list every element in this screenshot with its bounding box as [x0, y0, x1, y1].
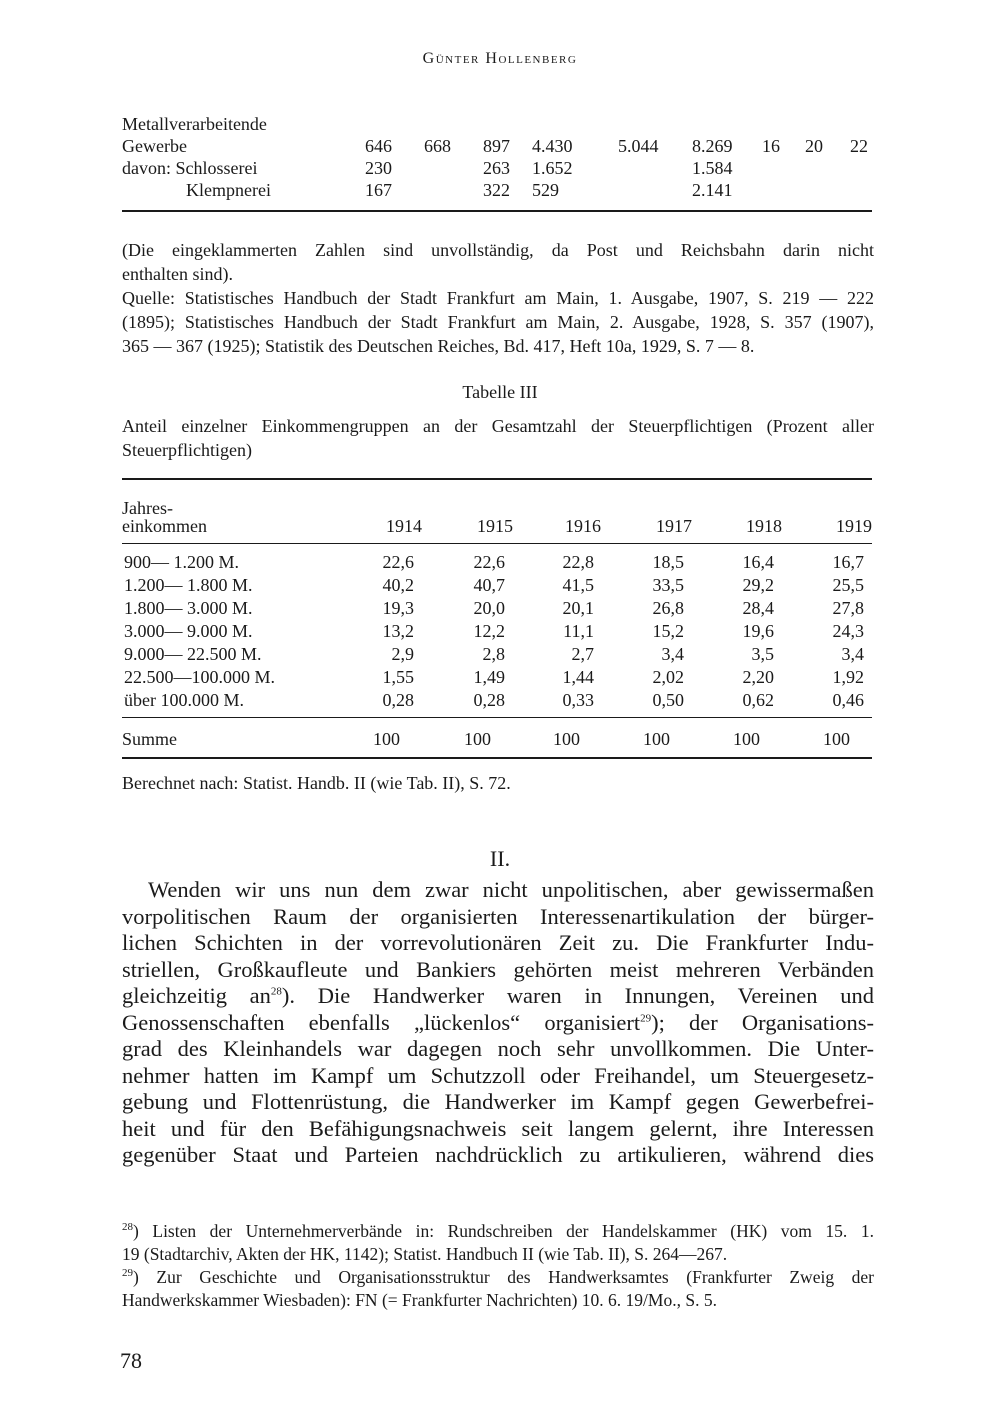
- table-row: [122, 689, 882, 712]
- header-label: einkommen: [122, 516, 207, 536]
- table-rule: [122, 757, 872, 759]
- table-row: [122, 574, 882, 597]
- cell: 29,2: [742, 575, 774, 595]
- table-rule: [122, 478, 872, 480]
- cell: 13,2: [382, 621, 414, 641]
- row-label: Klempnerei: [186, 180, 271, 200]
- cell: 22,6: [473, 552, 505, 572]
- note-line: enthalten sind).: [122, 264, 233, 284]
- cell: 100: [373, 729, 400, 749]
- cell: 24,3: [832, 621, 864, 641]
- cell: 0,28: [382, 690, 414, 710]
- section-heading: II.: [489, 846, 511, 871]
- cell: 20: [805, 136, 823, 156]
- year-header: 1914: [386, 516, 422, 536]
- row-label: 1.200— 1.800 M.: [124, 575, 253, 595]
- table-row: [122, 551, 882, 574]
- body-line: heit und für den Befähigungsnachweis seit langem gelernt, ihre Interessen: [122, 1115, 874, 1141]
- cell: 167: [365, 180, 392, 200]
- cell: 4.430: [532, 136, 573, 156]
- table-row: [122, 666, 882, 689]
- year-header: 1915: [477, 516, 513, 536]
- table-row: [122, 134, 882, 158]
- footnote-29-cont: Handwerkskammer Wiesbaden): FN (= Frankfurter Nachrichten) 10. 6. 19/Mo., S. 5.: [122, 1290, 717, 1310]
- row-label: 9.000— 22.500 M.: [124, 644, 262, 664]
- cell: 22: [850, 136, 868, 156]
- cell: 0,28: [473, 690, 505, 710]
- year-header: 1919: [836, 516, 872, 536]
- footnote-mark: 28: [122, 1221, 133, 1234]
- cell: 1,92: [832, 667, 864, 687]
- cell: 22,8: [562, 552, 594, 572]
- cell: 2,9: [391, 644, 414, 664]
- table-title: Tabelle III: [462, 382, 538, 402]
- note-line: (1895); Statistisches Handbuch der Stadt Frankfurt am Main, 2. Ausgabe, 1928, S. 357 (1907),: [122, 312, 874, 332]
- cell: 3,4: [841, 644, 864, 664]
- footnote-text: ) Zur Geschichte und Organisationsstruktur des Handwerksamtes (Frankfurter Zweig der: [133, 1267, 874, 1287]
- cell: 26,8: [652, 598, 684, 618]
- cell: 27,8: [832, 598, 864, 618]
- footnotes: [122, 1220, 874, 1312]
- cell: 20,0: [473, 598, 505, 618]
- row-label: Gewerbe: [122, 136, 187, 156]
- year-header: 1917: [656, 516, 692, 536]
- cell: 22,6: [382, 552, 414, 572]
- cell: 897: [483, 136, 510, 156]
- footnote-28: [122, 1220, 874, 1243]
- body-line: [122, 983, 874, 1010]
- cell: 20,1: [562, 598, 594, 618]
- cell: 2,7: [571, 644, 594, 664]
- cell: 16,4: [742, 552, 774, 572]
- cell: 3,5: [751, 644, 774, 664]
- table-note: [122, 238, 874, 358]
- row-label: 22.500—100.000 M.: [124, 667, 276, 687]
- body-paragraph: [122, 877, 874, 1169]
- row-label: über 100.000 M.: [124, 690, 244, 710]
- running-head: Günter Hollenberg: [422, 50, 578, 67]
- year-header: 1916: [565, 516, 601, 536]
- cell: 3,4: [661, 644, 684, 664]
- cell: 0,50: [652, 690, 684, 710]
- cell: 19,6: [742, 621, 774, 641]
- cell: 1,49: [473, 667, 505, 687]
- cell: 529: [532, 180, 559, 200]
- cell: 25,5: [832, 575, 864, 595]
- cell: 100: [823, 729, 850, 749]
- note-line: 365 — 367 (1925); Statistik des Deutschen Reiches, Bd. 417, Heft 10a, 1929, S. 7 — 8.: [122, 336, 755, 356]
- cell: 2,8: [482, 644, 505, 664]
- cell: 41,5: [562, 575, 594, 595]
- cell: 40,2: [382, 575, 414, 595]
- cell: 1.652: [532, 158, 573, 178]
- table-row: [122, 156, 882, 180]
- cell: 12,2: [473, 621, 505, 641]
- cell: 16: [762, 136, 780, 156]
- table-row: [122, 597, 882, 620]
- cell: 100: [553, 729, 580, 749]
- cell: 0,46: [832, 690, 864, 710]
- cell: 1.584: [692, 158, 733, 178]
- sum-label: Summe: [122, 729, 178, 749]
- header-label: Jahres-: [122, 498, 173, 518]
- body-line: gebung und Flottenrüstung, die Handwerker im Kampf gegen Gewerbefrei-: [122, 1089, 874, 1114]
- body-line: gegenüber Staat und Parteien nachdrücklich zu artikulieren, während dies: [122, 1142, 874, 1167]
- body-text-segment: ); der Organisations-: [651, 1009, 874, 1035]
- cell: 100: [643, 729, 670, 749]
- cell: 0,33: [562, 690, 594, 710]
- body-text-segment: Genossenschaften ebenfalls „lückenlos“ organisiert: [122, 1009, 641, 1035]
- row-label: davon: Schlosserei: [122, 158, 258, 178]
- caption-line: Anteil einzelner Einkommengruppen an der Gesamtzahl der Steuerpflichtigen (Prozent aller: [122, 416, 874, 436]
- cell: 15,2: [652, 621, 684, 641]
- table-row: [122, 112, 882, 136]
- cell: 100: [464, 729, 491, 749]
- body-line: nehmer hatten im Kampf um Schutzzoll oder Freihandel, um Steuergesetz-: [122, 1062, 874, 1088]
- footnote-29: [122, 1266, 874, 1289]
- note-line: (Die eingeklammerten Zahlen sind unvollständig, da Post und Reichsbahn darin nicht: [122, 240, 874, 260]
- cell: 8.269: [692, 136, 733, 156]
- note-line: Quelle: Statistisches Handbuch der Stadt Frankfurt am Main, 1. Ausgabe, 1907, S. 219 — 222: [122, 288, 874, 308]
- body-line: grad des Kleinhandels war dagegen noch sehr unvollkommen. Die Unter-: [122, 1036, 874, 1061]
- body-line: vorpolitischen Raum der organisierten Interessenartikulation der bürger-: [122, 903, 874, 929]
- cell: 1,55: [382, 667, 414, 687]
- row-label: Metallverarbeitende: [122, 114, 267, 134]
- table-rule: [122, 717, 872, 718]
- cell: 646: [365, 136, 392, 156]
- cell: 18,5: [652, 552, 684, 572]
- row-label: 1.800— 3.000 M.: [124, 598, 253, 618]
- body-line: Wenden wir uns nun dem zwar nicht unpolitischen, aber gewissermaßen: [148, 877, 874, 902]
- cell: 5.044: [618, 136, 659, 156]
- cell: 322: [483, 180, 510, 200]
- cell: 33,5: [652, 575, 684, 595]
- page-number: 78: [120, 1348, 142, 1373]
- body-text-segment: ). Die Handwerker waren in Innungen, Vereinen und: [281, 983, 874, 1008]
- sum-row: [122, 727, 882, 751]
- cell: 100: [733, 729, 760, 749]
- cell: 11,1: [563, 621, 594, 641]
- table-caption: [122, 414, 874, 462]
- cell: 40,7: [473, 575, 505, 595]
- table-row: [122, 620, 882, 643]
- year-header: 1918: [746, 516, 782, 536]
- table-rule: [122, 543, 872, 544]
- row-label: 900— 1.200 M.: [124, 552, 240, 572]
- footnote-ref: 28: [270, 985, 282, 998]
- body-text-segment: gleichzeitig an: [122, 983, 271, 1008]
- table-source: Berechnet nach: Statist. Handb. II (wie Tab. II), S. 72.: [122, 773, 511, 793]
- cell: 28,4: [742, 598, 774, 618]
- table-rule: [122, 210, 872, 212]
- cell: 2.141: [692, 180, 733, 200]
- cell: 668: [424, 136, 451, 156]
- cell: 2,20: [742, 667, 774, 687]
- cell: 16,7: [832, 552, 864, 572]
- table-row: [122, 643, 882, 666]
- cell: 263: [483, 158, 510, 178]
- body-line: lichen Schichten in der vorrevolutionären Zeit zu. Die Frankfurter Indu-: [122, 930, 874, 955]
- cell: 230: [365, 158, 392, 178]
- row-label: 3.000— 9.000 M.: [124, 621, 253, 641]
- footnote-ref: 29: [640, 1012, 652, 1024]
- caption-line: Steuerpflichtigen): [122, 440, 252, 460]
- cell: 0,62: [742, 690, 774, 710]
- body-line: [122, 1010, 874, 1037]
- cell: 2,02: [652, 667, 684, 687]
- body-line: striellen, Großkaufleute und Bankiers gehörten meist mehreren Verbänden: [122, 956, 874, 982]
- footnote-28-cont: 19 (Stadtarchiv, Akten der HK, 1142); Statist. Handbuch II (wie Tab. II), S. 264—267.: [122, 1244, 728, 1264]
- footnote-text: ) Listen der Unternehmerverbände in: Rundschreiben der Handelskammer (HK) vom 15. 1.: [133, 1221, 874, 1241]
- table-row: [122, 178, 882, 202]
- cell: 19,3: [382, 598, 414, 618]
- footnote-mark: 29: [122, 1267, 133, 1280]
- cell: 1,44: [562, 667, 594, 687]
